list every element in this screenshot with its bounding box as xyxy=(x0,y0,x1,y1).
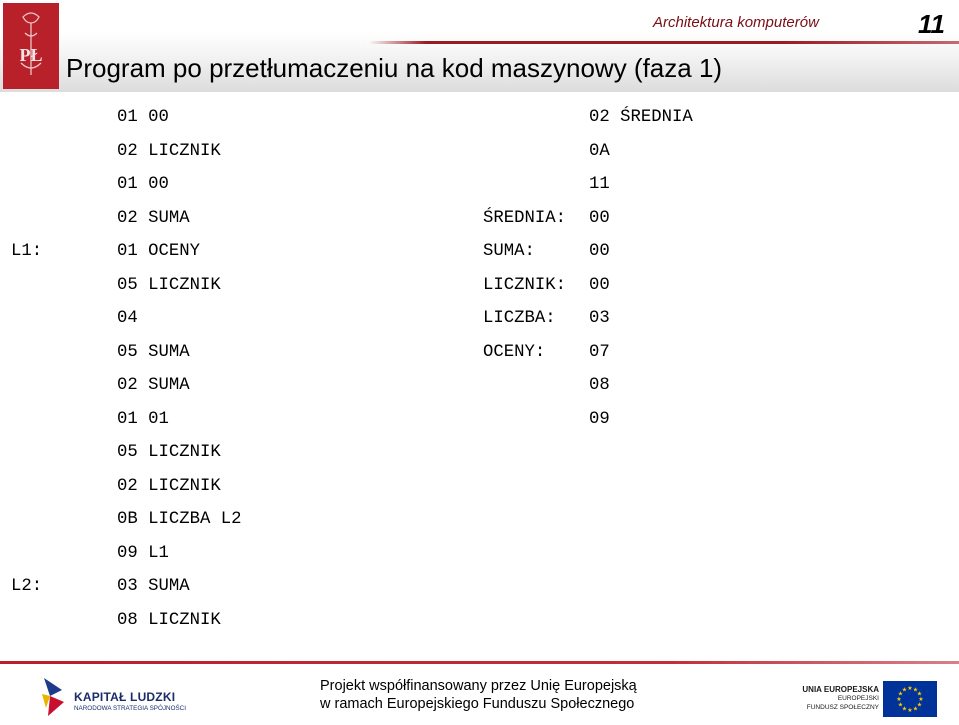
left-label: L2: xyxy=(11,577,43,596)
eu-star-icon: ★ xyxy=(901,687,908,694)
right-label: OCENY: xyxy=(483,343,546,362)
eu-fund-line-1: EUROPEJSKI xyxy=(837,695,879,702)
right-code-line: 02 ŚREDNIA xyxy=(589,108,693,127)
right-code-line: 00 xyxy=(589,209,610,228)
right-code-line: 00 xyxy=(589,276,610,295)
right-code-line: 11 xyxy=(589,175,610,194)
right-code-line: 03 xyxy=(589,309,610,328)
kapital-ludzki-logo-icon xyxy=(38,676,68,718)
left-code-line: 08 LICZNIK xyxy=(117,611,221,630)
left-code-line: 05 LICZNIK xyxy=(117,276,221,295)
eu-star-icon: ★ xyxy=(912,706,919,713)
right-label: LICZNIK: xyxy=(483,276,566,295)
eu-star-icon: ★ xyxy=(907,708,913,714)
right-code-line: 07 xyxy=(589,343,610,362)
kapital-ludzki-name: KAPITAŁ LUDZKI xyxy=(74,690,176,704)
left-code-line: 01 00 xyxy=(117,108,169,127)
right-code-line: 09 xyxy=(589,410,610,429)
header-rule xyxy=(367,41,959,44)
eu-star-icon: ★ xyxy=(907,686,913,692)
eu-star-icon: ★ xyxy=(897,702,904,709)
logo-text: PŁ xyxy=(19,45,43,65)
left-code-line: 04 xyxy=(117,309,138,328)
left-code-line: 01 00 xyxy=(117,175,169,194)
right-label: ŚREDNIA: xyxy=(483,209,566,228)
left-code-line: 05 SUMA xyxy=(117,343,190,362)
left-code-line: 02 LICZNIK xyxy=(117,477,221,496)
eu-star-icon: ★ xyxy=(916,702,923,709)
course-name: Architektura komputerów xyxy=(653,14,819,31)
left-code-line: 02 SUMA xyxy=(117,209,190,228)
left-code-line: 01 OCENY xyxy=(117,242,200,261)
left-code-line: 09 L1 xyxy=(117,544,169,563)
kapital-ludzki-subtitle: NARODOWA STRATEGIA SPÓJNOŚCI xyxy=(74,705,186,712)
funding-line-1: Projekt współfinansowany przez Unię Europejską xyxy=(320,678,637,694)
left-code-line: 02 LICZNIK xyxy=(117,142,221,161)
eu-star-icon: ★ xyxy=(896,697,902,703)
right-label: LICZBA: xyxy=(483,309,556,328)
eu-star-icon: ★ xyxy=(918,697,924,703)
right-label: SUMA: xyxy=(483,242,535,261)
right-code-line: 00 xyxy=(589,242,610,261)
eu-star-icon: ★ xyxy=(916,691,923,698)
left-code-line: 01 01 xyxy=(117,410,169,429)
eu-text xyxy=(802,685,879,712)
left-code-line: 02 SUMA xyxy=(117,376,190,395)
funding-line-2: w ramach Europejskiego Funduszu Społecznego xyxy=(320,696,635,712)
left-code-line: 0B LICZBA L2 xyxy=(117,510,242,529)
left-label: L1: xyxy=(11,242,43,261)
eu-fund-line-2: FUNDUSZ SPOŁECZNY xyxy=(806,704,879,711)
right-code-line: 08 xyxy=(589,376,610,395)
eu-star-icon: ★ xyxy=(901,706,908,713)
eu-flag-icon xyxy=(883,681,937,717)
left-code-line: 03 SUMA xyxy=(117,577,190,596)
left-code-line: 05 LICZNIK xyxy=(117,443,221,462)
eu-name: UNIA EUROPEJSKA xyxy=(802,685,879,694)
slide-number: 11 xyxy=(918,9,945,39)
university-logo xyxy=(3,3,59,89)
right-code-line: 0A xyxy=(589,142,610,161)
slide-title: Program po przetłumaczeniu na kod maszynowy (faza 1) xyxy=(66,53,723,83)
eu-star-icon: ★ xyxy=(897,691,904,698)
eu-star-icon: ★ xyxy=(912,687,919,694)
footer-rule xyxy=(0,661,959,664)
